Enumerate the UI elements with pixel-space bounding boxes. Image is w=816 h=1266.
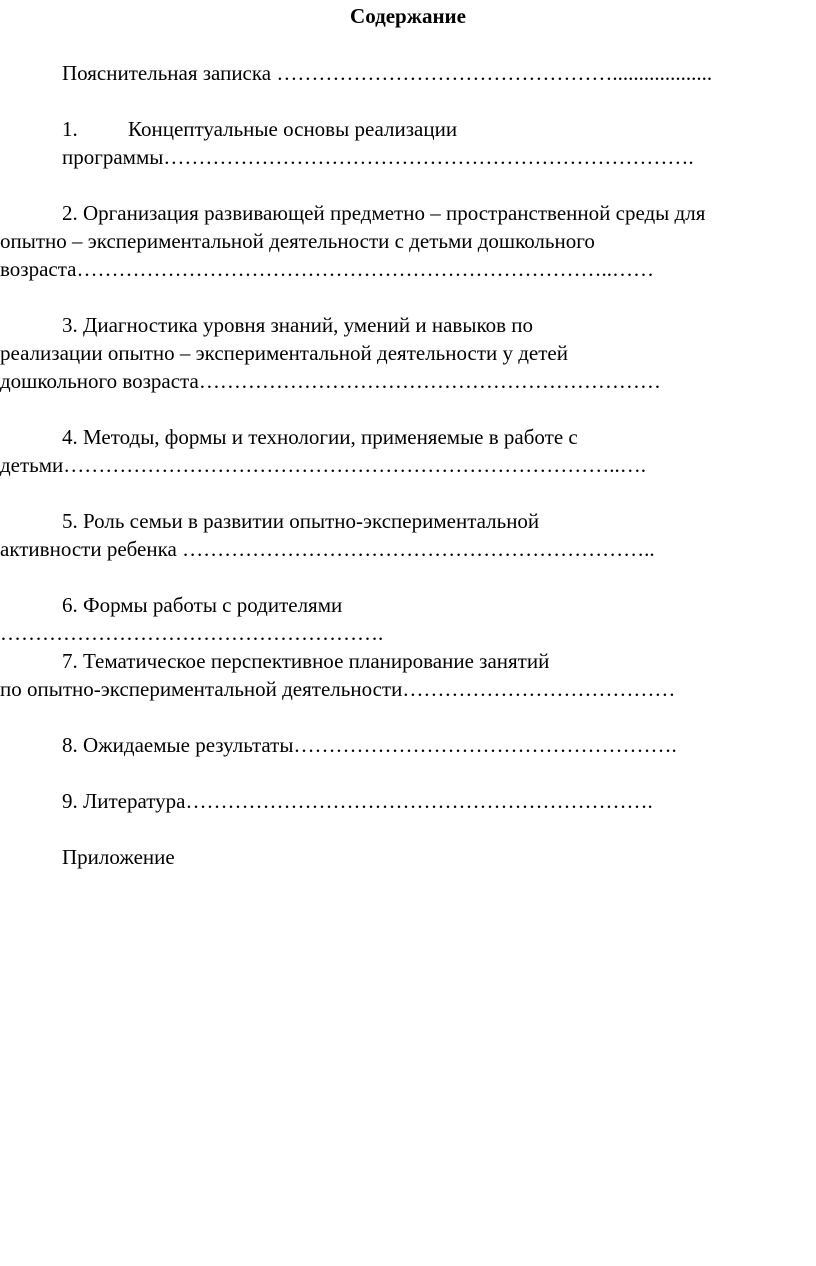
toc-entry-thematic-planning: 7. Тематическое перспективное планирование занятий — [62, 649, 550, 673]
toc-entry-conceptual-basics: Концептуальные основы реализации — [128, 117, 458, 141]
toc-entry-diagnostics-cont1: реализации опытно – экспериментальной деятельности у детей — [0, 341, 568, 365]
toc-entry-environment-cont2: возраста…………………………………………………………………..…… — [0, 257, 654, 281]
toc-entry-methods-cont: детьми……………………………………………………………………..…. — [0, 453, 647, 477]
toc-entry-explanatory-note: Пояснительная записка …………………………………………................... — [62, 61, 713, 85]
toc-entry-diagnostics: 3. Диагностика уровня знаний, умений и навыков по — [62, 313, 533, 337]
toc-entry-expected-results: 8. Ожидаемые результаты………………………………………………. — [62, 733, 677, 757]
toc-entry-methods: 4. Методы, формы и технологии, применяемые в работе с — [62, 425, 578, 449]
toc-entry-environment: 2. Организация развивающей предметно – пространственной среды для — [62, 201, 706, 225]
toc-entry-family-role: 5. Роль семьи в развитии опытно-экспериментальной — [62, 509, 540, 533]
toc-entry-diagnostics-cont2: дошкольного возраста………………………………………………………… — [0, 369, 661, 393]
toc-entry-literature: 9. Литература…………………………………………………………. — [62, 789, 653, 813]
toc-entry-family-role-cont: активности ребенка ………………………………………………………….. — [0, 537, 655, 561]
toc-entry-number: 1. — [62, 117, 78, 141]
page-title: Содержание — [350, 4, 466, 28]
toc-entry-thematic-planning-cont: по опытно-экспериментальной деятельности………………………………… — [0, 677, 676, 701]
toc-entry-appendix: Приложение — [62, 845, 175, 869]
toc-entry-parent-work-cont: ………………………………………………. — [0, 621, 384, 645]
toc-entry-conceptual-basics-cont: программы…………………………………………………………………. — [62, 145, 694, 169]
toc-entry-parent-work: 6. Формы работы с родителями — [62, 593, 343, 617]
toc-entry-environment-cont1: опытно – экспериментальной деятельности с детьми дошкольного — [0, 229, 595, 253]
